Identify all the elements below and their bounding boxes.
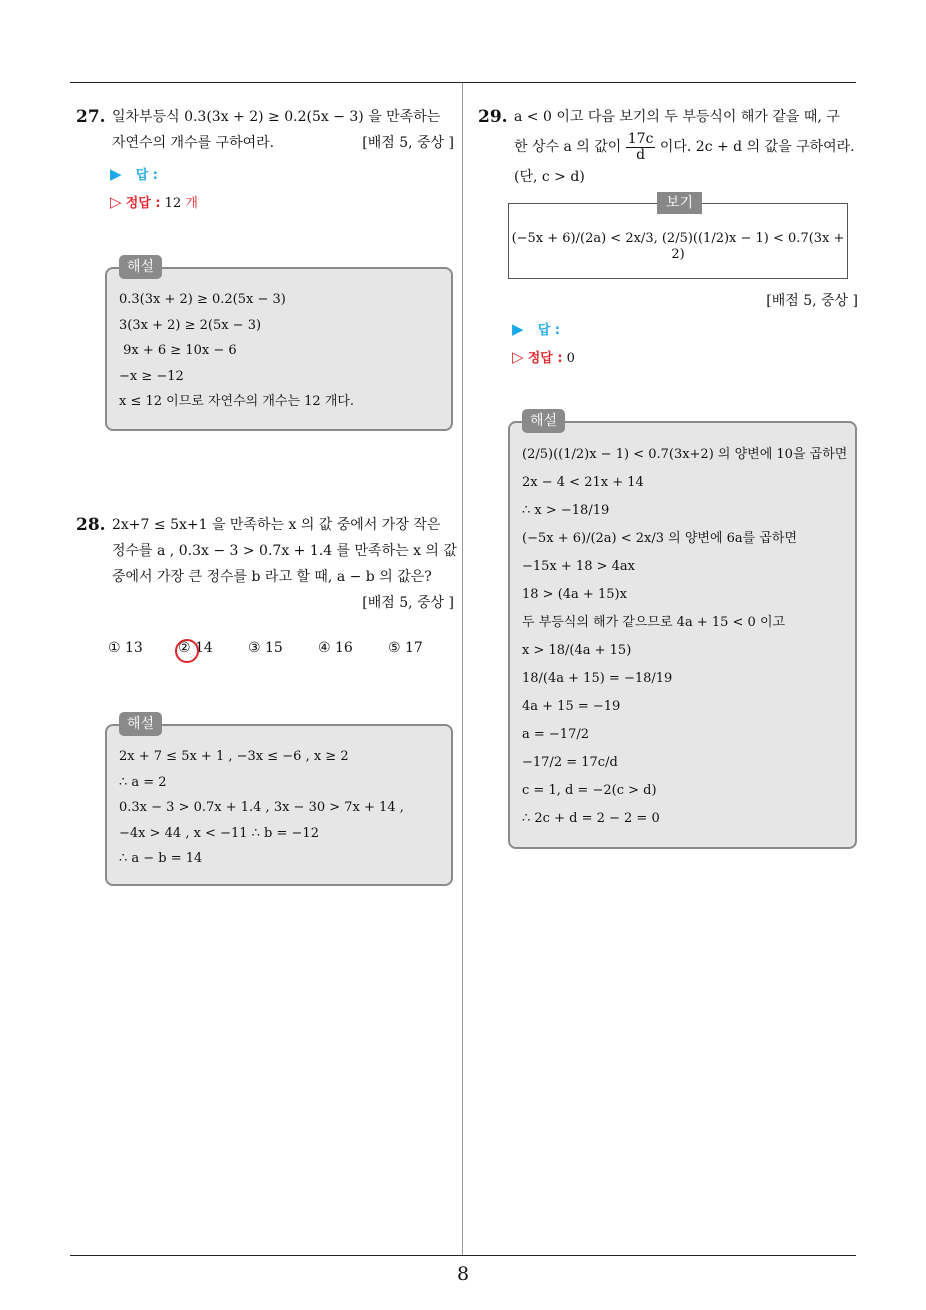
hollow-triangle-icon: ▷ (110, 193, 122, 211)
choice-5[interactable]: ⑤ 17 (388, 640, 423, 656)
column-divider (462, 83, 463, 1255)
score: [배점 5, 중상 ] (362, 595, 454, 611)
explanation-tab: 해설 (119, 255, 162, 279)
question-number: 29. (478, 107, 508, 127)
answer-row (512, 315, 560, 345)
question-28 (76, 512, 457, 616)
answer-row (110, 160, 158, 190)
question-text-line: 정수를 a , 0.3x − 3 > 0.7x + 1.4 를 만족하는 x 의 값 (112, 543, 457, 559)
page-number: 8 (456, 1263, 470, 1285)
question-number: 27. (76, 107, 106, 127)
play-icon: ▶ (512, 320, 524, 338)
explanation-line: (−5x + 6)/(2a) < 2x/3 의 양변에 6a를 곱하면 (522, 531, 798, 546)
choice-4[interactable]: ④ 16 (318, 640, 353, 656)
explanation-line: 4a + 15 = −19 (522, 699, 621, 714)
explanation-line: 0.3x − 3 > 0.7x + 1.4 , 3x − 30 > 7x + 14 , (119, 800, 404, 815)
explanation-line: x > 18/(4a + 15) (522, 643, 632, 658)
bogi-expression: (−5x + 6)/(2a) < 2x/3, (2/5)((1/2)x − 1) < 0.7(3x + 2) (511, 231, 845, 262)
explanation-line: 9x + 6 ≥ 10x − 6 (119, 343, 237, 358)
score: [배점 5, 중상 ] (766, 293, 858, 309)
question-text-line: 일차부등식 0.3(3x + 2) ≥ 0.2(5x − 3) 을 만족하는 (112, 109, 441, 125)
choice-list (108, 640, 458, 656)
correct-value: 12 (164, 196, 182, 211)
correct-label: 정답 : (527, 351, 563, 366)
correct-answer-row (512, 343, 575, 373)
explanation-tab: 해설 (119, 712, 162, 736)
explanation-line: −17/2 = 17c/d (522, 755, 618, 770)
explanation-line: 2x + 7 ≤ 5x + 1 , −3x ≤ −6 , x ≥ 2 (119, 749, 349, 764)
fraction: $\frac{17c}{d}$ (627, 130, 654, 163)
question-27 (76, 104, 454, 156)
explanation-line: 0.3(3x + 2) ≥ 0.2(5x − 3) (119, 292, 286, 307)
explanation-line: −15x + 18 > 4ax (522, 559, 635, 574)
explanation-line: ∴ a = 2 (119, 774, 167, 790)
explanation-line: ∴ a − b = 14 (119, 851, 203, 866)
explanation-line: 18/(4a + 15) = −18/19 (522, 671, 673, 686)
question-text-line: 이다. 2c + d 의 값을 구하여라. (659, 139, 855, 155)
explanation-line: 2x − 4 < 21x + 14 (522, 475, 644, 490)
question-text-line: 한 상수 a 의 값이 (514, 139, 622, 155)
answer-label: 답 : (537, 323, 560, 338)
explanation-line: (2/5)((1/2)x − 1) < 0.7(3x+2) 의 양변에 10을 곱하면 (522, 447, 848, 462)
explanation-line: a = −17/2 (522, 727, 589, 742)
question-text-line: (단, c > d) (514, 169, 585, 185)
explanation-line: 두 부등식의 해가 같으므로 4a + 15 < 0 이고 (522, 615, 786, 630)
explanation-line: 18 > (4a + 15)x (522, 587, 627, 602)
explanation-line: −4x > 44 , x < −11 ∴ b = −12 (119, 825, 319, 841)
selected-answer-circle (175, 639, 199, 663)
question-number: 28. (76, 515, 106, 535)
top-rule (70, 82, 856, 83)
correct-label: 정답 : (125, 196, 161, 211)
bottom-rule (70, 1255, 856, 1256)
hollow-triangle-icon: ▷ (512, 348, 524, 366)
explanation-line: ∴ x > −18/19 (522, 503, 610, 518)
correct-answer-row (110, 188, 198, 218)
play-icon: ▶ (110, 165, 122, 183)
explanation-box (105, 259, 453, 431)
explanation-line: 3(3x + 2) ≥ 2(5x − 3) (119, 317, 262, 333)
choice-2[interactable]: ② 14 (178, 640, 213, 656)
choice-3[interactable]: ③ 15 (248, 640, 283, 656)
explanation-box (508, 413, 857, 849)
explanation-line: x ≤ 12 이므로 자연수의 개수는 12 개다. (119, 394, 355, 409)
correct-unit: 개 (185, 196, 198, 211)
explanation-box (105, 716, 453, 886)
question-29 (478, 104, 858, 190)
correct-value: 0 (566, 351, 575, 366)
explanation-tab: 해설 (522, 409, 565, 433)
bogi-box (508, 195, 848, 279)
answer-label: 답 : (135, 168, 158, 183)
question-text-line: 2x+7 ≤ 5x+1 을 만족하는 x 의 값 중에서 가장 작은 (112, 517, 441, 533)
score: [배점 5, 중상 ] (362, 135, 454, 151)
bogi-tab: 보기 (657, 192, 702, 214)
explanation-line: ∴ 2c + d = 2 − 2 = 0 (522, 811, 660, 826)
question-text-line: a < 0 이고 다음 보기의 두 부등식이 해가 같을 때, 구 (514, 109, 840, 125)
explanation-line: c = 1, d = −2(c > d) (522, 783, 657, 798)
question-text-line: 자연수의 개수를 구하여라. (112, 135, 275, 151)
choice-1[interactable]: ① 13 (108, 640, 143, 656)
explanation-line: −x ≥ −12 (119, 368, 184, 384)
question-text-line: 중에서 가장 큰 정수를 b 라고 할 때, a − b 의 값은? (112, 569, 432, 585)
